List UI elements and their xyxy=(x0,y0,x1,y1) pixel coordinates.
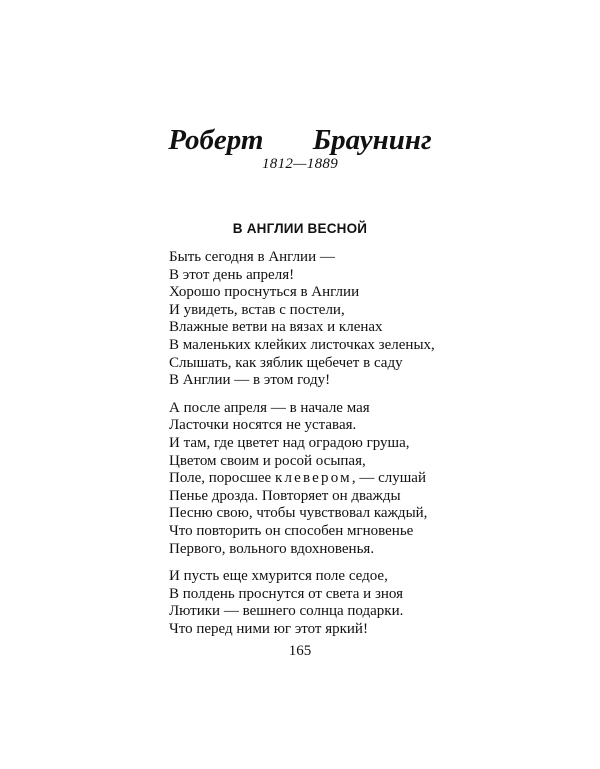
poem-title: В АНГЛИИ ВЕСНОЙ xyxy=(232,221,368,236)
stanza-2 xyxy=(169,400,569,558)
poem-line: Ласточки носятся не уставая. xyxy=(169,417,357,434)
poem-line: В полдень проснутся от света и зноя xyxy=(169,585,404,602)
poem-body xyxy=(169,249,569,648)
poem-line: Лютики — вешнего солнца подарки. xyxy=(169,603,404,620)
stanza-3 xyxy=(169,568,569,638)
page-number: 165 xyxy=(288,643,312,659)
poem-line: Что повторить он способен мгновенье xyxy=(169,522,414,539)
clover-line-end: , — слушай xyxy=(351,470,426,487)
clover-line-start: Поле, поросшее xyxy=(169,470,275,487)
author-name: Роберт Браунинг xyxy=(168,124,432,156)
poem-line: Цветом своим и росой осыпая, xyxy=(169,452,366,469)
poem-line-clover xyxy=(169,470,569,488)
stanza-1 xyxy=(169,249,569,390)
poem-line: И там, где цветет над оградою груша, xyxy=(169,434,410,451)
author-lifespan: 1812—1889 xyxy=(261,156,339,172)
poem-line: Что перед ними юг этот яркий! xyxy=(169,620,368,637)
clover-word: клевером xyxy=(274,470,352,487)
poem-line: И увидеть, встав с постели, xyxy=(169,301,345,318)
poem-line: И пусть еще хмурится поле седое, xyxy=(169,568,388,585)
poem-line: Влажные ветви на вязах и кленах xyxy=(169,319,383,336)
poem-line: Песню свою, чтобы чувствовал каждый, xyxy=(169,505,428,522)
poem-line: Хорошо проснуться в Англии xyxy=(169,284,360,301)
poem-line: В этот день апреля! xyxy=(169,266,295,283)
poem-line: Первого, вольного вдохновенья. xyxy=(169,540,375,557)
poem-line: В Англии — в этом году! xyxy=(169,372,331,389)
poem-line: Слышать, как зяблик щебечет в саду xyxy=(169,354,403,371)
poem-line: Быть сегодня в Англии — xyxy=(169,249,335,265)
poem-line: В маленьких клейких листочках зеленых, xyxy=(169,336,435,353)
poem-line: А после апреля — в начале мая xyxy=(169,399,370,416)
poem-line: Пенье дрозда. Повторяет он дважды xyxy=(169,487,401,504)
